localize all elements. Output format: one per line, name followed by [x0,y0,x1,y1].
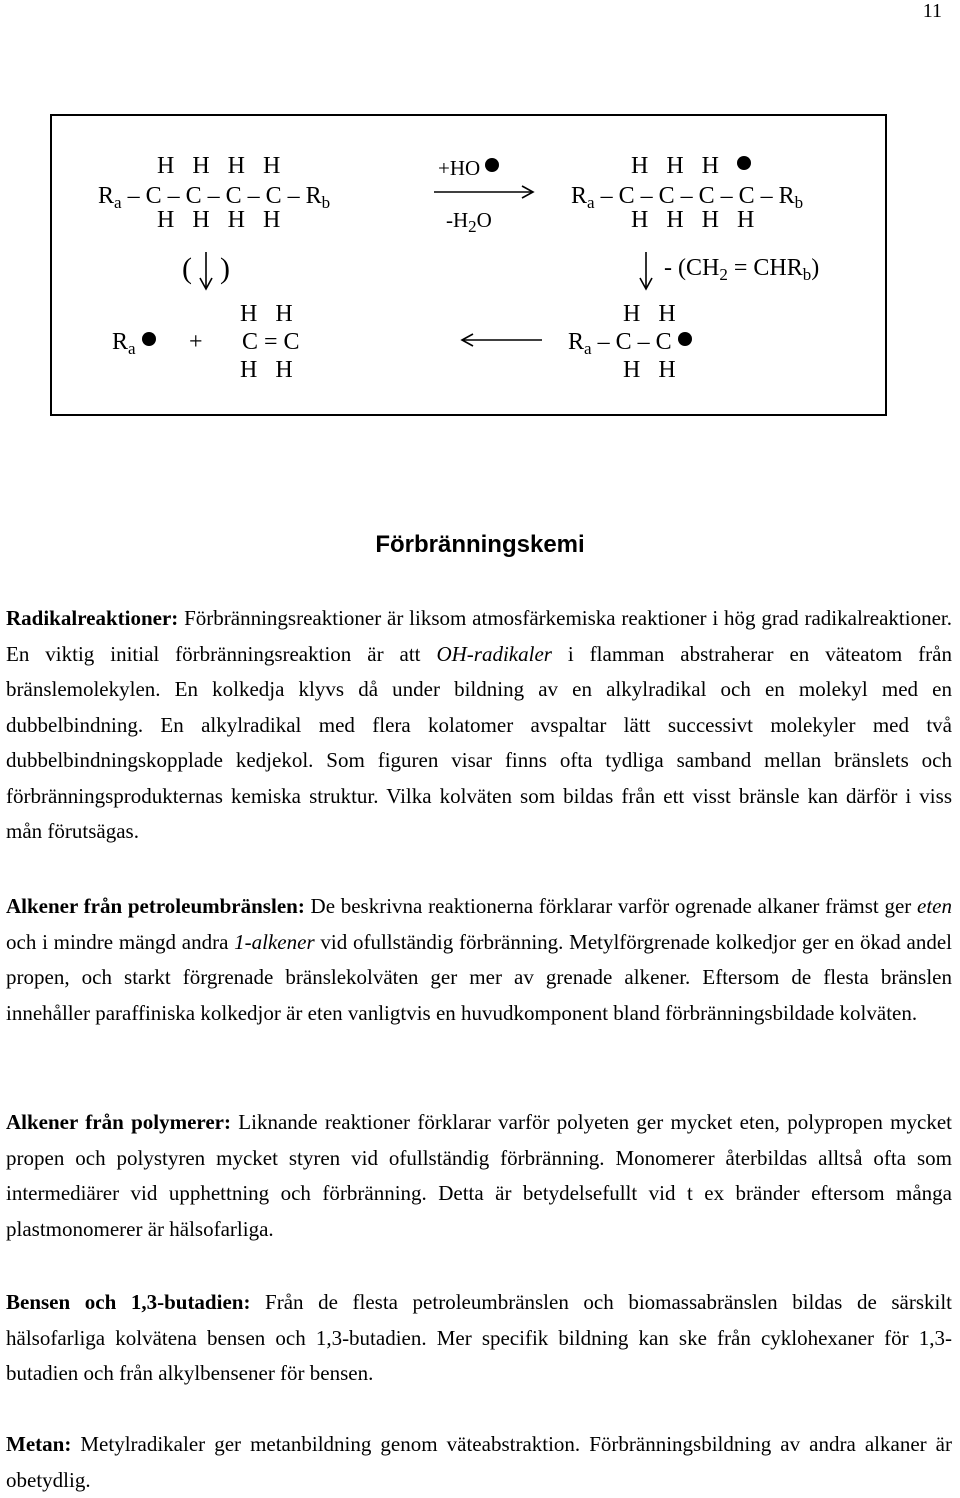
arrow-label-above: +HO [438,158,499,179]
arrow-label-below: $-H_2O$ [446,208,492,236]
radical-h-top: H H H [631,154,751,178]
short-radical-h-top: H H [623,301,676,327]
paragraph-lead: Radikalreaktioner: [6,606,179,630]
paragraph-bensen-butadien: Bensen och 1,3-butadien: Från de flesta petroleumbränslen och biomassabränslen bildas de särskilt hälsofarliga kolvätena bensen och 1,3-butadien. Mer specifik bildning kan ske från cyklohexaner för 1,3-butadien och från alkylbensener för bensen. [6,1290,953,1385]
paragraph-lead: Metan: [6,1432,72,1456]
down-arrow-icon [194,250,218,292]
left-paren-open: ( [182,252,192,285]
short-radical-chain: $R_a$ – C – C [568,330,692,357]
ethene-h-bottom: H H [240,357,293,383]
paragraph-alkener-petroleum: Alkener från petroleumbränslen: De beskrivna reaktionerna förklarar varför ogrenade alkaner främst ger eten och i mindre mängd andra 1-alkener vid ofullständig förbränning. Metylförgrenade kolkedjor ger en ökad andel propen, och starkt förgrenade bränslekolväten ger mer av grenade alkener. Eftersom de flesta bränslen innehåller paraffiniska kolkedjor är eten vanligtvis en huvudkomponent bland förbränningsbildade kolväten. [6,894,952,1025]
section-title: Förbränningskemi [375,531,585,558]
down-arrow-icon [634,250,658,292]
reaction-scheme [50,114,887,416]
left-paren-close: ) [220,252,230,285]
forward-arrow-icon [432,182,537,202]
paragraph-radikalreaktioner: Radikalreaktioner: Förbränningsreaktioner är liksom atmosfärkemiska reaktioner i hög grad radikalreaktioner. En viktig initial förbränningsreaktion är att OH-radikaler i flamman abstraherar en väteatom från bränslemolekylen. En kolkedja klyvs då under bildning av en alkylradikal och en molekyl med en dubbelbindning. En alkylradikal med flera kolatomer avspaltar lätt successivt molekyler med två dubbelbindningskopplade kedjekol. Som figuren visar finns ofta tydliga samband mellan bränslets och förbränningsprodukternas kemiska struktur. Vilka kolväten som bildas från ett visst bränsle kan därför i viss mån förutsägas. [6,606,952,843]
radical-dot-icon [737,156,751,170]
page-number: 11 [922,0,942,22]
radical-h-bottom: H H H H [631,207,755,233]
short-radical-h-bottom: H H [623,357,676,383]
eliminated-alkene: - $(CH_2 = CHR_b)$ [664,255,820,284]
back-arrow-icon [460,330,544,350]
paragraph-lead: Bensen och 1,3-butadien: [6,1290,251,1314]
alkyl-radical: $R_a$ [112,330,156,357]
ethene-c-row: C = C [242,329,300,355]
plus-sign: + [189,329,203,355]
reactant-h-bottom: H H H H [157,207,281,233]
paragraph-lead: Alkener från petroleumbränslen: [6,894,305,918]
ethene-h-top: H H [240,301,293,327]
paragraph-lead: Alkener från polymerer: [6,1110,231,1134]
radical-dot-icon [142,332,156,346]
radical-dot-icon [485,158,499,172]
paragraph-metan: Metan: Metylradikaler ger metanbildning genom väteabstraktion. Förbränningsbildning av andra alkaner är obetydlig. [6,1432,952,1492]
radical-chain: $R_a$ – C – C – C – C – $R_b$ [571,183,804,212]
radical-dot-icon [678,332,692,346]
reactant-chain: $R_a$ – C – C – C – C – $R_b$ [98,183,331,212]
paragraph-alkener-polymerer: Alkener från polymerer: Liknande reaktioner förklarar varför polyeten ger mycket eten, polypropen mycket propen och polystyren mycket styren vid ofullständig förbränning. Monomerer återbildas alltså ofta som intermediärer vid upphettning och förbränning. Detta är betydelsefullt vid t ex bränder eftersom många plastmonomerer är hälsofarliga. [6,1110,952,1241]
reactant-h-top: H H H H [157,153,281,179]
